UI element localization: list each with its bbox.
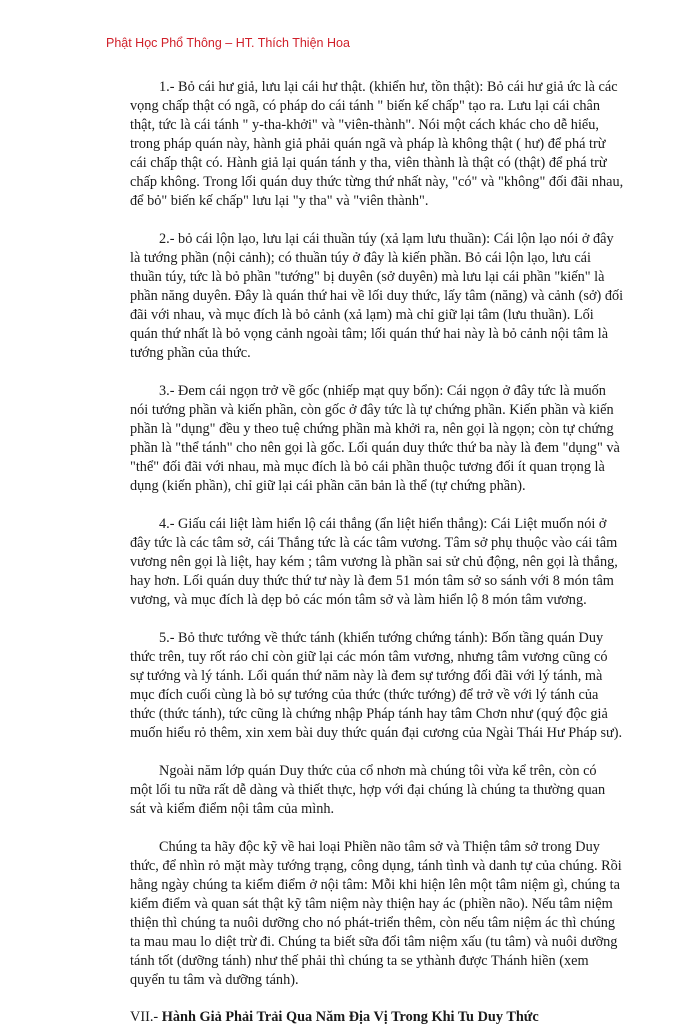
text-line: ta mau mau lo diệt trừ đi. Chúng ta biết sữa đổi tâm niệm xấu (tu tâm) và nuôi dưỡng bbox=[130, 934, 618, 950]
text-line: vương nên gọi là liệt, hay kém ; tâm vương là phần sai sử chủ động, nên gọi là thắng, bbox=[130, 554, 618, 570]
paragraph-item-4 bbox=[130, 515, 618, 610]
text-line: một lối tu nữa rất dễ dàng và thiết thực, hợp với đại chúng là chúng ta thường quan bbox=[130, 782, 606, 798]
paragraph-item-3 bbox=[130, 382, 620, 496]
paragraph-item-5 bbox=[130, 629, 623, 743]
paragraph-other-practice bbox=[130, 762, 606, 819]
text-line: tướng phần của thức. bbox=[130, 345, 251, 361]
text-line: vương, và mục đích là dẹp bỏ các món tâm sở và làm hiển lộ 8 món tâm vương. bbox=[130, 592, 587, 608]
text-line: 5.- Bỏ thưc tướng về thức tánh (khiển tướng chứng tánh): Bốn tầng quán Duy bbox=[159, 630, 604, 646]
text-line: phần năng duyên. Đây là quán thứ hai về lối duy thức, lấy tâm (năng) và cảnh (sở) đối bbox=[130, 288, 624, 304]
text-line: sát và kiểm điểm nội tâm của mình. bbox=[130, 801, 335, 817]
text-line: thuần túy, tức là bỏ phần "tướng" bị duyên (sở duyên) mà lưu lại cái phần "kiến" là bbox=[130, 269, 605, 285]
text-line: để bỏ" biến kế chấp" lưu lại "y tha" và "viên thành". bbox=[130, 193, 429, 209]
text-line: phần là "dụng" đều y theo tuệ chứng phần mà khởi ra, nên gọi là ngọn; còn tự chứng bbox=[130, 421, 614, 437]
text-line: thức, để nhìn rỏ mặt mày tướng trạng, công dụng, tánh tình và danh tự của chúng. Rồi bbox=[130, 858, 622, 874]
text-line: thiện thì chúng ta nuôi dưỡng cho nó phát-triển thêm, còn nếu tâm niệm ác thì chúng bbox=[130, 915, 616, 931]
text-line: vọng chấp thật có ngã, có pháp do cái tánh " biến kế chấp" tạo ra. Lưu lại cái chân bbox=[130, 98, 600, 114]
text-line: 1.- Bỏ cái hư giả, lưu lại cái hư thật. (khiển hư, tồn thật): Bỏ cái hư giả ức là các bbox=[159, 79, 618, 95]
text-line: quyển tu tâm và dưỡng tánh). bbox=[130, 972, 299, 988]
text-line: thật, tức là cái tánh " y-tha-khởi" và "viên-thành". Nói một cách khác cho dễ hiểu, bbox=[130, 117, 599, 133]
text-line: 3.- Đem cái ngọn trở về gốc (nhiếp mạt quy bổn): Cái ngọn ở đây tức là muốn bbox=[159, 383, 606, 399]
text-line: mục đích cuối cùng là bỏ sự tướng của thức (thức tướng) để trở về với lý tánh của bbox=[130, 687, 599, 703]
text-line: 2.- bỏ cái lộn lạo, lưu lại cái thuần túy (xả lạm lưu thuần): Cái lộn lạo nói ở đây bbox=[159, 231, 614, 247]
text-line: 4.- Giấu cái liệt làm hiển lộ cái thắng (ẩn liệt hiển thắng): Cái Liệt muốn nói ở bbox=[159, 516, 607, 532]
text-line: Ngoài năm lớp quán Duy thức của cổ nhơn mà chúng tôi vừa kể trên, còn có bbox=[159, 763, 597, 779]
paragraph-self-examination bbox=[130, 838, 622, 990]
text-line: chấp không. Trong lối quán duy thức từng thứ nhất này, "có" và "không" đối đãi nhau, bbox=[130, 174, 624, 190]
text-line: dụng (kiến phần), chỉ giữ lại cái phần căn bản là thể (tự chứng phần). bbox=[130, 478, 526, 494]
text-line: thức (thức tánh), tức cũng là chứng nhập Pháp tánh hay tâm Chơn như (quý độc giả bbox=[130, 706, 608, 722]
text-line: cái chấp thật có. Hành giả lại quán tánh y tha, viên thành là thật có (thật) để phá trừ bbox=[130, 155, 607, 171]
text-line: quán thứ nhất là bỏ vọng cảnh ngoài tâm; lối quán thứ hai này là bỏ cảnh nội tâm là bbox=[130, 326, 609, 342]
text-line: đây tức là các tâm sở, cái Thắng tức là các tâm vương. Tâm sở phụ thuộc vào cái tâm bbox=[130, 535, 618, 551]
text-line: nói tướng phần và kiến phần, còn gốc ở đây tức là tự chứng phần. Kiến phần và kiến bbox=[130, 402, 614, 418]
text-line: hay hơn. Lối quán duy thức thứ tư này là đem 51 món tâm sở so sánh với 8 món tâm bbox=[130, 573, 614, 589]
paragraph-item-1 bbox=[130, 78, 624, 211]
section-number: VII.- bbox=[130, 1009, 162, 1025]
paragraph-item-2 bbox=[130, 230, 624, 363]
text-line: đãi với nhau, và mục đích là bỏ cảnh (xả lạm) mà chỉ giữ lại tâm (lưu thuần). Lối bbox=[130, 307, 594, 323]
text-line: thức trên, tuy rốt ráo chỉ còn giữ lại các món tâm vương, nhưng tâm vương cũng có bbox=[130, 649, 608, 665]
text-line: sự tướng và lý tánh. Lối quán thứ năm này là đem sự tướng đối đãi với lý tánh, mà bbox=[130, 668, 603, 684]
section-heading bbox=[130, 1008, 590, 1027]
section-title: Hành Giả Phải Trải Qua Năm Địa Vị Trong Khi Tu Duy Thức bbox=[161, 1009, 539, 1025]
page-header-title: Phật Học Phổ Thông – HT. Thích Thiện Hoa bbox=[106, 36, 350, 50]
document-body bbox=[130, 78, 624, 1027]
text-line: là tướng phần (nội cảnh); có thuần túy ở đây là kiến phần. Bỏ cái lộn lạo, lưu cái bbox=[130, 250, 591, 266]
text-line: "thể" đối đãi với nhau, mà mục đích là bỏ cái phần thuộc tương đối ít quan trọng là bbox=[130, 459, 605, 475]
text-line: phần là "thể tánh" cho nên gọi là gốc. Lối quán duy thức thứ ba này là đem "dụng" và bbox=[130, 440, 620, 456]
text-line: Chúng ta hãy độc kỹ về hai loại Phiền não tâm sở và Thiện tâm sở trong Duy bbox=[159, 839, 600, 855]
text-line: kiểm điểm và quan sát thật kỹ tâm niệm này thiện hay ác (phiền não). Nếu tâm niệm bbox=[130, 896, 613, 912]
text-line: hằng ngày chúng ta kiểm điểm ở nội tâm: Mỗi khi hiện lên một tâm niệm gì, chúng ta bbox=[130, 877, 620, 893]
text-line: tánh tốt (dưỡng tánh) như thế phải thì chúng ta se ythành được Thánh hiền (xem bbox=[130, 953, 589, 969]
text-line: trong pháp quán này, hành giả phải quán ngã và pháp là không thật ( hư) để phá trừ bbox=[130, 136, 606, 152]
text-line: muốn hiểu rỏ thêm, xin xem bài duy thức quán đại cương của Ngài Thái Hư Pháp sư). bbox=[130, 725, 623, 741]
